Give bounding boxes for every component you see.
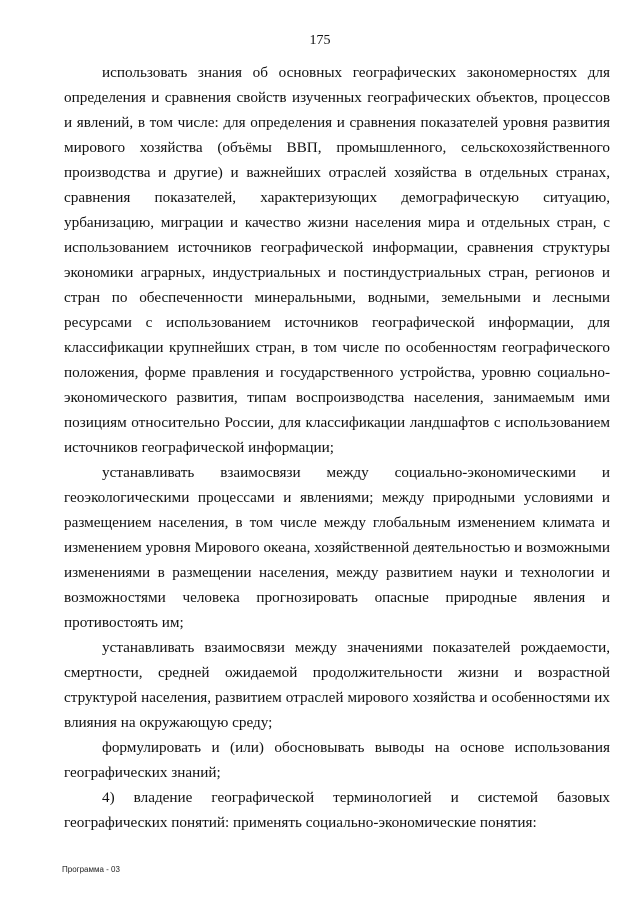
paragraph-4: формулировать и (или) обосновывать выводы на основе использования географических знаний; xyxy=(64,739,610,781)
paragraph-2: устанавливать взаимосвязи между социально-экономическими и геоэкологическими процессами и явлениями; между природными условиями и размещением населения, в том числе между глобальным изменением климата и изменением уровня Мирового океана, хозяйственной деятельностью и возможными изменениями в размещении населения, между развитием науки и технологии и возможностями человека прогнозировать опасные природные явления и противостоять им; xyxy=(64,464,610,631)
document-body xyxy=(64,60,610,835)
paragraph-5: 4) владение географической терминологией и системой базовых географических понятий: применять социально-экономические понятия: xyxy=(64,789,610,831)
paragraph-3: устанавливать взаимосвязи между значениями показателей рождаемости, смертности, средней ожидаемой продолжительности жизни и возрастной структурой населения, развитием отраслей мирового хозяйства и особенностями их влияния на окружающую среду; xyxy=(64,639,610,731)
page-footer: Программа - 03 xyxy=(62,865,120,874)
paragraph-1: использовать знания об основных географических закономерностях для определения и сравнения свойств изученных географических объектов, процессов и явлений, в том числе: для определения и сравнения показателей уровня развития мирового хозяйства (объёмы ВВП, промышленного, сельскохозяйственного производства и другие) и важнейших отраслей хозяйства в отдельных странах, сравнения показателей, характеризующих демографическую ситуацию, урбанизацию, миграции и качество жизни населения мира и отдельных стран, с использованием источников географической информации, сравнения структуры экономики аграрных, индустриальных и постиндустриальных стран, регионов и стран по обеспеченности минеральными, водными, земельными и лесными ресурсами с использованием источников географической информации, для классификации крупнейших стран, в том числе по особенностям географического положения, форме правления и государственного устройства, уровню социально-экономического развития, типам воспроизводства населения, занимаемым ими позициям относительно России, для классификации ландшафтов с использованием источников географической информации; xyxy=(64,64,610,456)
page-number: 175 xyxy=(309,33,331,48)
